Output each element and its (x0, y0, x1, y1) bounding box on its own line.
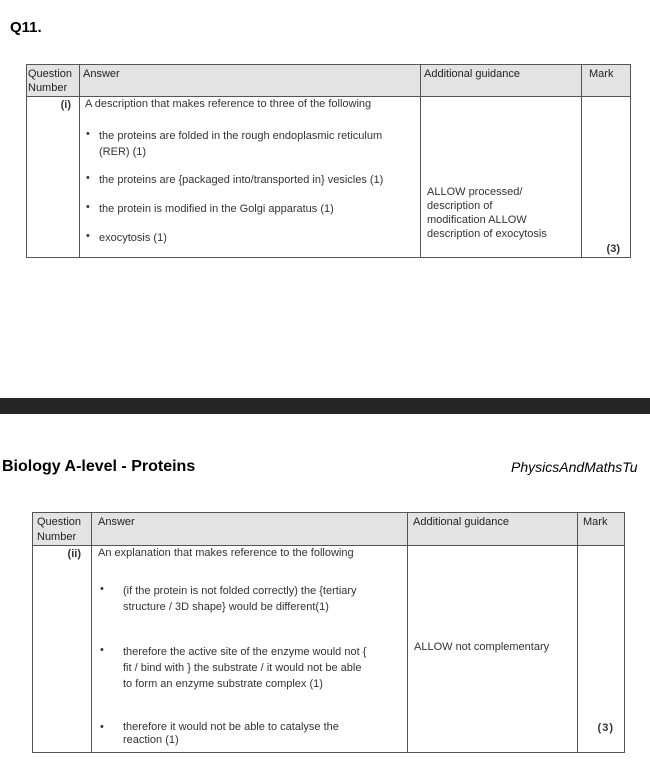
header-question-number: Question Number (33, 513, 92, 546)
answer-cell: An explanation that makes reference to the following • (if the protein is not folded correctly) the {tertiary structure / 3D shape} would be different(1) • therefore the active site of the enzyme would not { fit / bind with } the substrate / it would not be able to form an enzyme substrate complex (1) • therefore it would not be able to catalyse the reaction (1) (92, 546, 408, 753)
guidance-cell (408, 546, 578, 753)
answer-intro: An explanation that makes reference to the following (98, 547, 354, 559)
answer-intro: A description that makes reference to three of the following (85, 98, 372, 110)
table-header-row (27, 65, 631, 97)
mark-value: (3) (597, 722, 614, 734)
question-number: (ii) (67, 548, 81, 560)
table-header-row (33, 513, 625, 546)
header-mark: Mark (582, 65, 631, 97)
mark-scheme-table-part-i (26, 64, 631, 258)
question-title: Q11. (10, 19, 42, 36)
mark-value: (3) (606, 243, 620, 255)
question-number-cell (33, 546, 92, 753)
header-guidance: Additional guidance (421, 65, 582, 97)
guidance-cell (421, 97, 582, 258)
table-row (33, 546, 625, 753)
header-mark: Mark (578, 513, 625, 546)
header-answer: Answer (80, 65, 421, 97)
answer-cell: A description that makes reference to three of the following • the proteins are folded in the rough endoplasmic reticulum (RER) (1) • the proteins are {packaged into/transported in} vesicles (1) • the protein is modified in the Golgi apparatus (1) • exocytosis (1) (80, 97, 421, 258)
mark-cell (578, 546, 625, 753)
question-number: (i) (60, 99, 71, 111)
header-question-number: Question Number (27, 65, 80, 97)
page-divider (0, 398, 650, 414)
brand-watermark: PhysicsAndMathsTu (511, 459, 638, 475)
guidance-text: ALLOW processed/ description of modification ALLOW description of exocytosis (427, 186, 547, 240)
mark-scheme-table-part-ii (32, 512, 625, 753)
header-answer: Answer (92, 513, 408, 546)
header-guidance: Additional guidance (408, 513, 578, 546)
guidance-text: ALLOW not complementary (414, 641, 550, 653)
page-title: Biology A-level - Proteins (2, 458, 196, 475)
question-number-cell (27, 97, 80, 258)
mark-cell (582, 97, 631, 258)
table-row (27, 97, 631, 258)
